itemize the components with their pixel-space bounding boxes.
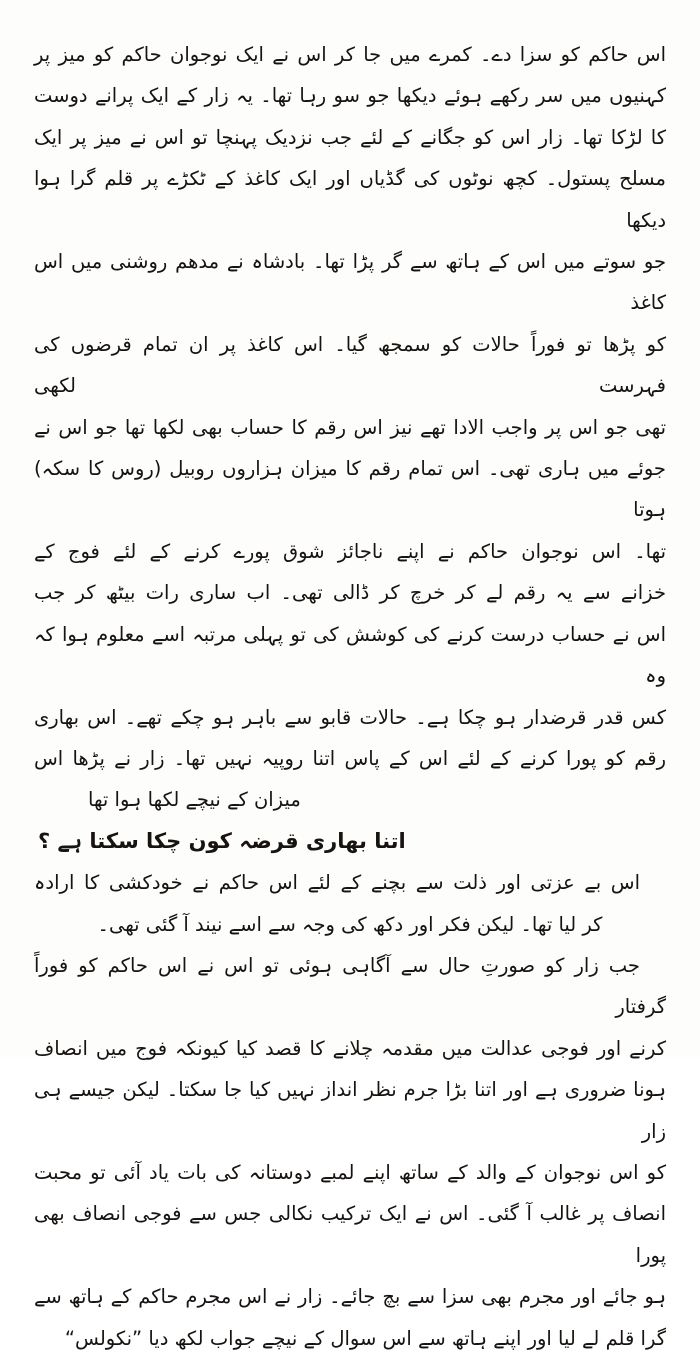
text-line: رقم کو پورا کرنے کے لئے اس کے پاس اتنا روپیہ نہیں تھا۔ زار نے پڑھا اس: [34, 746, 666, 770]
text-line: مسلح پستول۔ کچھ نوٹوں کی گڈیاں اور ایک کاغذ کے ٹکڑے پر قلم گرا ہوا دیکھا: [34, 167, 666, 232]
text-line: کر لیا تھا۔ لیکن فکر اور دکھ کی وجہ سے اسے نیند آ گئی تھی۔: [97, 912, 603, 936]
text-line: تھی جو اس پر واجب الادا تھے نیز اس رقم کا حساب بھی لکھا تھا جو اس نے: [34, 415, 666, 439]
text-line: جو سوتے میں اس کے ہاتھ سے گر پڑا تھا۔ بادشاہ نے مدھم روشنی میں اس کاغذ: [34, 250, 666, 315]
text-line: میزان کے نیچے لکھا ہوا تھا: [88, 788, 301, 812]
text-line: جوئے میں ہاری تھی۔ اس تمام رقم کا میزان ہزاروں روبیل (روس کا سکہ) ہوتا: [34, 457, 666, 522]
text-column: [34, 34, 666, 1359]
text-line: انصاف پر غالب آ گئی۔ اس نے ایک ترکیب نکالی جس سے فوجی انصاف بھی پورا: [34, 1202, 666, 1267]
debt-question-line: اتنا بھاری قرضہ کون چکا سکتا ہے ؟: [38, 828, 406, 853]
text-line: ہو جائے اور مجرم بھی سزا سے بچ جائے۔ زار نے اس مجرم حاکم کے ہاتھ سے: [34, 1285, 666, 1309]
text-line: گرا قلم لے لیا اور اپنے ہاتھ سے اس سوال کے نیچے جواب لکھ دیا ”نکولس“: [64, 1326, 666, 1350]
text-line: اس حاکم کو سزا دے۔ کمرے میں جا کر اس نے ایک نوجوان حاکم کو میز پر: [34, 43, 666, 66]
text-line: کرنے اور فوجی عدالت میں مقدمہ چلانے کا قصد کیا کیونکہ فوج میں انصاف: [34, 1036, 666, 1060]
text-line: اس بے عزتی اور ذلت سے بچنے کے لئے اس حاکم نے خودکشی کا ارادہ: [34, 871, 640, 895]
text-line: کس قدر قرضدار ہو چکا ہے۔ حالات قابو سے باہر ہو چکے تھے۔ اس بھاری: [34, 705, 666, 729]
text-line: خزانے سے یہ رقم لے کر خرچ کر ڈالی تھی۔ اب ساری رات بیٹھ کر جب: [34, 581, 666, 605]
text-line: کو پڑھا تو فوراً حالات کو سمجھ گیا۔ اس کاغذ پر ان تمام قرضوں کی فہرست لکھی: [34, 332, 666, 398]
text-line: ہونا ضروری ہے اور اتنا بڑا جرم نظر انداز نہیں کیا جا سکتا۔ لیکن جیسے ہی زار: [34, 1078, 666, 1143]
text-line: کو اس نوجوان کے والد کے ساتھ اپنے لمبے دوستانہ کی بات یاد آئی تو محبت: [34, 1160, 666, 1184]
text-line: جب زار کو صورتِ حال سے آگاہی ہوئی تو اس نے اس حاکم کو فوراً گرفتار: [34, 953, 666, 1019]
text-line: اس نے حساب درست کرنے کی کوشش کی تو پہلی مرتبہ اسے معلوم ہوا کہ وہ: [34, 622, 666, 688]
text-line: کہنیوں میں سر رکھے ہوئے دیکھا جو سو رہا تھا۔ یہ زار کے ایک پرانے دوست: [34, 84, 666, 108]
text-line: کا لڑکا تھا۔ زار اس کو جگانے کے لئے جب نزدیک پہنچا تو اس نے میز پر ایک: [34, 125, 666, 149]
text-line: تھا۔ اس نوجوان حاکم نے اپنے ناجائز شوق پورے کرنے کے لئے فوج کے: [34, 539, 666, 563]
